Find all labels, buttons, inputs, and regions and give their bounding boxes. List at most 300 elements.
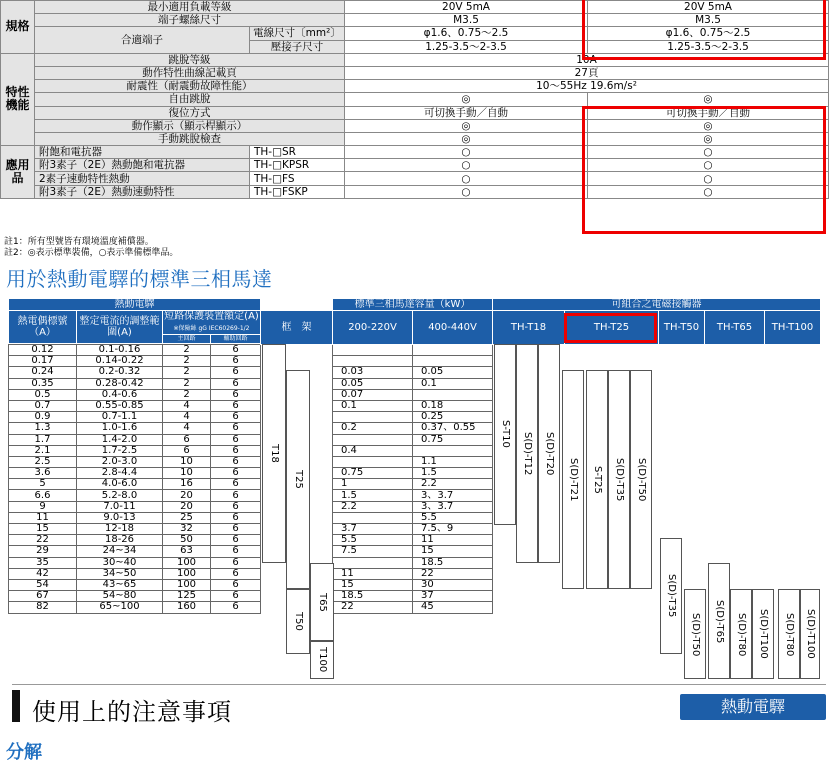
table-cell: 0.07: [333, 389, 413, 400]
table-cell: 0.4: [333, 445, 413, 456]
bar-label: S(D)-T20: [544, 431, 555, 476]
table-cell: 6: [211, 367, 261, 378]
table-cell: 6: [211, 356, 261, 367]
table-row: [9, 557, 821, 568]
spec-value: ○: [588, 159, 829, 172]
bar-label: T50: [293, 611, 304, 631]
table-row: [9, 524, 821, 535]
table-cell: 100: [163, 568, 211, 579]
table-cell: 6: [211, 501, 261, 512]
table-cell-blank: [765, 400, 821, 411]
table-cell: 6: [211, 591, 261, 602]
header-v1: 200-220V: [333, 311, 413, 345]
table-row: [9, 356, 821, 367]
table-row: [9, 423, 821, 434]
table-cell: 1.1: [413, 456, 493, 467]
table-cell-blank: [659, 389, 705, 400]
bar-label: S(D)-T100: [805, 609, 816, 660]
spec-label: 動作顯示（顯示桿顯示）: [35, 119, 345, 132]
contactor-bar: [708, 563, 730, 679]
table-cell: 0.28-0.42: [77, 378, 163, 389]
table-cell: 0.1: [333, 400, 413, 411]
app-model: TH-□KPSR: [250, 159, 345, 172]
spec-value: 10A: [345, 53, 829, 66]
table-cell: 15: [9, 524, 77, 535]
spec-label: 跳脫等級: [35, 53, 345, 66]
table-cell: 6: [211, 535, 261, 546]
table-cell-blank: [493, 591, 565, 602]
header-v2: 400-440V: [413, 311, 493, 345]
table-cell-blank: [659, 490, 705, 501]
app-label: 附飽和電抗器: [35, 146, 250, 159]
contactor-bar: [800, 589, 820, 679]
spec-label: 耐震性（耐震動故障性能）: [35, 80, 345, 93]
category-function: 特性機能: [1, 53, 35, 145]
header-contactor-t50: TH-T50: [659, 311, 705, 345]
app-model: TH-□FSKP: [250, 185, 345, 198]
spec-value: 20V 5mA: [588, 1, 829, 14]
table-cell-blank: [705, 367, 765, 378]
contactor-bar: [538, 344, 560, 563]
table-cell: 0.03: [333, 367, 413, 378]
table-cell-blank: [705, 356, 765, 367]
table-cell: 12-18: [77, 524, 163, 535]
table-cell: 2: [163, 356, 211, 367]
table-cell: 3.6: [9, 468, 77, 479]
bar-label: T18: [269, 444, 280, 464]
bar-label: S(D)-T100: [758, 609, 769, 660]
table-cell-blank: [705, 490, 765, 501]
table-cell: 5.5: [333, 535, 413, 546]
table-cell: 0.25: [413, 412, 493, 423]
spec-value: M3.5: [588, 14, 829, 27]
table-cell: 15: [413, 546, 493, 557]
spec-value: ◎: [345, 132, 588, 145]
spec-label: 自由跳脫: [35, 93, 345, 106]
contactor-bar: [778, 589, 800, 679]
note-2: 註2：◎表示標準裝備，○表示準備標準品。: [4, 248, 179, 258]
table-cell: 1.4-2.0: [77, 434, 163, 445]
table-cell: 11: [413, 535, 493, 546]
table-cell-blank: [765, 445, 821, 456]
table-cell: 2.8-4.4: [77, 468, 163, 479]
table-cell: 0.14-0.22: [77, 356, 163, 367]
spec-label: 電線尺寸〔mm²〕: [250, 27, 345, 40]
bar-label: S(D)-T35: [666, 573, 677, 618]
spec-label: 端子螺絲尺寸: [35, 14, 345, 27]
table-cell-blank: [765, 546, 821, 557]
table-cell: 6: [211, 400, 261, 411]
table-cell: 42: [9, 568, 77, 579]
table-cell: 5: [9, 479, 77, 490]
table-cell: 0.2: [333, 423, 413, 434]
table-cell: 6: [211, 412, 261, 423]
table-cell-blank: [765, 345, 821, 356]
contactor-bar: [608, 370, 630, 589]
table-cell-blank: [659, 378, 705, 389]
app-label: 附3素子（2E）熱動速動特性: [35, 185, 250, 198]
table-cell: 18-26: [77, 535, 163, 546]
spec-value: ○: [345, 146, 588, 159]
table-cell: 4: [163, 400, 211, 411]
table-cell: 20: [163, 501, 211, 512]
table-cell: 125: [163, 591, 211, 602]
table-cell: 0.05: [333, 378, 413, 389]
table-cell: 67: [9, 591, 77, 602]
spec-value: ◎: [588, 93, 829, 106]
table-cell: [413, 389, 493, 400]
table-cell: 29: [9, 546, 77, 557]
table-cell: 1.5: [333, 490, 413, 501]
table-cell-blank: [765, 490, 821, 501]
table-cell-blank: [659, 345, 705, 356]
table-cell-blank: [705, 468, 765, 479]
spec-value: ○: [345, 185, 588, 198]
table-cell-blank: [565, 602, 659, 613]
table-cell-blank: [659, 367, 705, 378]
table-cell-blank: [659, 468, 705, 479]
table-cell: 6: [211, 512, 261, 523]
table-cell: 6: [163, 434, 211, 445]
table-cell-blank: [765, 535, 821, 546]
spec-value: ◎: [345, 93, 588, 106]
table-cell: 0.17: [9, 356, 77, 367]
table-cell: 0.75: [413, 434, 493, 445]
table-cell: 0.9: [9, 412, 77, 423]
contactor-bar: [752, 589, 774, 679]
bar-label: S-T10: [500, 420, 511, 449]
spec-table: [0, 0, 829, 199]
table-cell: 18.5: [413, 557, 493, 568]
table-cell: 1.3: [9, 423, 77, 434]
table-cell-blank: [565, 345, 659, 356]
spec-value: φ1.6、0.75～2.5: [588, 27, 829, 40]
spec-value: ○: [588, 146, 829, 159]
table-cell: 0.7: [9, 400, 77, 411]
frame-bar-t25: [286, 370, 310, 589]
table-cell-blank: [565, 591, 659, 602]
table-cell: 6: [211, 524, 261, 535]
table-cell-blank: [765, 367, 821, 378]
bar-label: T65: [317, 592, 328, 612]
table-cell: 6: [211, 568, 261, 579]
table-cell-blank: [659, 356, 705, 367]
table-cell: 6: [211, 557, 261, 568]
table-cell-blank: [705, 445, 765, 456]
table-cell: 3.7: [333, 524, 413, 535]
table-cell-blank: [705, 546, 765, 557]
bar-label: S(D)-T80: [736, 612, 747, 656]
table-cell: 35: [9, 557, 77, 568]
table-cell: 2: [163, 367, 211, 378]
table-cell-blank: [705, 535, 765, 546]
spec-label: 復位方式: [35, 106, 345, 119]
header-contactor-t18: TH-T18: [493, 311, 565, 345]
table-cell: 4: [163, 423, 211, 434]
wire-group-label: 合適端子: [35, 27, 250, 53]
table-cell: 32: [163, 524, 211, 535]
table-cell: 43~65: [77, 579, 163, 590]
table-cell: 1.5: [413, 468, 493, 479]
table-row: [9, 512, 821, 523]
table-cell: [413, 445, 493, 456]
table-cell: [333, 557, 413, 568]
table-cell: 0.5: [9, 389, 77, 400]
table-cell: 0.75: [333, 468, 413, 479]
header-contactor-t25: TH-T25: [565, 311, 659, 345]
table-cell-blank: [765, 423, 821, 434]
table-row: [9, 345, 821, 356]
table-cell: 2.0-3.0: [77, 456, 163, 467]
table-row: [9, 367, 821, 378]
spec-value: 1.25-3.5～2-3.5: [588, 40, 829, 53]
spec-value: 1.25-3.5～2-3.5: [345, 40, 588, 53]
table-cell: 0.24: [9, 367, 77, 378]
contactor-bar: [494, 344, 516, 525]
spec-value: φ1.6、0.75～2.5: [345, 27, 588, 40]
bar-label: S(D)-T35: [614, 457, 625, 502]
bar-label: S(D)-T65: [714, 599, 725, 644]
table-cell: 6.6: [9, 490, 77, 501]
table-cell: 2.2: [333, 501, 413, 512]
table-cell: 2.5: [9, 456, 77, 467]
table-cell-blank: [765, 378, 821, 389]
table-cell-blank: [659, 445, 705, 456]
table-cell-blank: [493, 602, 565, 613]
table-cell: 7.5、9: [413, 524, 493, 535]
frame-bar-t18: [262, 344, 286, 563]
spec-value: ◎: [588, 132, 829, 145]
table-cell: 20: [163, 490, 211, 501]
table-cell-blank: [765, 356, 821, 367]
table-cell-blank: [493, 579, 565, 590]
app-model: TH-□SR: [250, 146, 345, 159]
table-cell: 2.1: [9, 445, 77, 456]
table-cell-blank: [705, 512, 765, 523]
table-cell: 24~34: [77, 546, 163, 557]
header-motor: 標準三相馬達容量（kW）: [333, 299, 493, 311]
table-cell: 11: [9, 512, 77, 523]
table-cell-blank: [765, 468, 821, 479]
table-cell-blank: [705, 501, 765, 512]
table-cell-blank: [659, 412, 705, 423]
table-cell: 45: [413, 602, 493, 613]
table-cell: 50: [163, 535, 211, 546]
spec-label: 手動跳脫檢查: [35, 132, 345, 145]
contactor-bar: [516, 344, 538, 563]
table-row: [9, 412, 821, 423]
table-cell: 0.18: [413, 400, 493, 411]
table-cell: 7.0-11: [77, 501, 163, 512]
note-1: 註1：所有型號皆有環境溫度補償器。: [4, 237, 154, 247]
table-cell: 54~80: [77, 591, 163, 602]
spec-value: ○: [588, 185, 829, 198]
header-frame: 框 架: [261, 311, 333, 345]
table-cell: 82: [9, 602, 77, 613]
table-cell: 1.0-1.6: [77, 423, 163, 434]
frame-bar-t100: [310, 641, 334, 680]
table-cell-blank: [705, 434, 765, 445]
table-cell: 0.1: [413, 378, 493, 389]
table-cell-blank: [765, 501, 821, 512]
table-cell-blank: [705, 456, 765, 467]
table-cell: [333, 512, 413, 523]
section-title-caution: 使用上的注意事項: [32, 698, 232, 726]
table-cell: 0.05: [413, 367, 493, 378]
table-row: [9, 389, 821, 400]
table-cell: 6: [211, 434, 261, 445]
frame-bar-t65: [310, 563, 334, 640]
table-cell: 9.0-13: [77, 512, 163, 523]
category-rules: 規格: [1, 1, 35, 54]
table-cell-blank: [765, 568, 821, 579]
category-application: 應用品: [1, 146, 35, 199]
bar-label: S(D)-T21: [568, 457, 579, 502]
table-row: [9, 445, 821, 456]
table-cell: [333, 434, 413, 445]
table-cell: 6: [211, 456, 261, 467]
table-cell-blank: [705, 524, 765, 535]
table-cell: [333, 412, 413, 423]
table-cell: 22: [9, 535, 77, 546]
contactor-bar: [730, 589, 752, 679]
contactor-bar: [562, 370, 584, 589]
section-badge: 熱動電驛: [680, 694, 826, 720]
table-cell: [413, 345, 493, 356]
spec-label: 壓接子尺寸: [250, 40, 345, 53]
table-cell-blank: [659, 512, 705, 523]
header-main: 主回路: [163, 335, 211, 344]
table-row: [9, 468, 821, 479]
table-row: [9, 456, 821, 467]
table-cell: 0.1-0.16: [77, 345, 163, 356]
table-cell-blank: [659, 479, 705, 490]
header-contactor: 可組合之電磁接觸器: [493, 299, 821, 311]
table-row: [9, 546, 821, 557]
app-model: TH-□FS: [250, 172, 345, 185]
table-cell-blank: [765, 512, 821, 523]
table-cell: 6: [211, 345, 261, 356]
header-contactor-t65: TH-T65: [705, 311, 765, 345]
table-cell: 6: [211, 423, 261, 434]
table-cell-blank: [765, 412, 821, 423]
contactor-bar: [660, 538, 682, 654]
table-cell: 1: [333, 479, 413, 490]
spec-value: 可切換手動／自動: [588, 106, 829, 119]
spec-value: 27頁: [345, 66, 829, 79]
table-cell: 4.0-6.0: [77, 479, 163, 490]
table-cell: 0.37、0.55: [413, 423, 493, 434]
table-cell: 1.7: [9, 434, 77, 445]
table-cell-blank: [705, 479, 765, 490]
table-cell: 6: [211, 479, 261, 490]
table-cell: 1.7-2.5: [77, 445, 163, 456]
spec-label: 動作特性曲線記載頁: [35, 66, 345, 79]
table-cell: [333, 356, 413, 367]
table-cell: 160: [163, 602, 211, 613]
table-cell: 0.2-0.32: [77, 367, 163, 378]
table-cell: 2.2: [413, 479, 493, 490]
table-cell-blank: [659, 501, 705, 512]
table-cell: 6: [211, 389, 261, 400]
table-cell-blank: [765, 557, 821, 568]
table-cell: 22: [333, 602, 413, 613]
table-cell: 10: [163, 456, 211, 467]
header-contactor-t100: TH-T100: [765, 311, 821, 345]
table-cell: 16: [163, 479, 211, 490]
spec-value: ◎: [345, 119, 588, 132]
spec-value: ○: [345, 172, 588, 185]
table-cell: 37: [413, 591, 493, 602]
table-cell-blank: [765, 389, 821, 400]
table-cell-blank: [659, 524, 705, 535]
table-cell: 30: [413, 579, 493, 590]
table-cell: 11: [333, 568, 413, 579]
motor-table-body: [9, 345, 821, 614]
table-cell: 5.2-8.0: [77, 490, 163, 501]
table-cell: 5.5: [413, 512, 493, 523]
bar-label: T100: [317, 647, 328, 673]
table-cell: 2: [163, 389, 211, 400]
table-cell: 22: [413, 568, 493, 579]
header-model: 熱電偶標號（A）: [9, 311, 77, 344]
table-cell-blank: [705, 423, 765, 434]
table-cell: 6: [211, 602, 261, 613]
table-cell-blank: [765, 434, 821, 445]
table-cell: 6: [211, 468, 261, 479]
bar-label: S-T25: [592, 465, 603, 494]
table-cell-blank: [705, 412, 765, 423]
table-cell: [333, 456, 413, 467]
table-cell: 65~100: [77, 602, 163, 613]
table-row: [9, 434, 821, 445]
bar-label: S(D)-T50: [690, 612, 701, 656]
table-row: [9, 400, 821, 411]
table-cell: 30~40: [77, 557, 163, 568]
table-cell: 18.5: [333, 591, 413, 602]
section-bar: [12, 690, 20, 722]
bar-label: S(D)-T12: [522, 431, 533, 476]
contactor-bar: [684, 589, 706, 679]
table-cell: 54: [9, 579, 77, 590]
table-cell-blank: [705, 389, 765, 400]
section-title-disassembly: 分解: [6, 742, 42, 763]
table-cell: 3、3.7: [413, 490, 493, 501]
table-row: [9, 501, 821, 512]
table-cell-blank: [493, 568, 565, 579]
spec-value: 20V 5mA: [345, 1, 588, 14]
table-cell: 63: [163, 546, 211, 557]
table-cell: 34~50: [77, 568, 163, 579]
table-cell: 15: [333, 579, 413, 590]
table-cell: 6: [163, 445, 211, 456]
table-cell: 10: [163, 468, 211, 479]
table-cell: 100: [163, 579, 211, 590]
table-cell: 100: [163, 557, 211, 568]
spec-value: ◎: [588, 119, 829, 132]
table-row: [9, 490, 821, 501]
app-label: 2素子速動特性熱動: [35, 172, 250, 185]
table-cell: 7.5: [333, 546, 413, 557]
table-cell: 6: [211, 490, 261, 501]
spec-label: 最小適用負載等級: [35, 1, 345, 14]
table-cell: 0.12: [9, 345, 77, 356]
frame-bar-t50: [286, 589, 310, 654]
divider: [12, 684, 826, 685]
table-cell-blank: [659, 456, 705, 467]
table-cell: 3、3.7: [413, 501, 493, 512]
table-cell-blank: [565, 356, 659, 367]
